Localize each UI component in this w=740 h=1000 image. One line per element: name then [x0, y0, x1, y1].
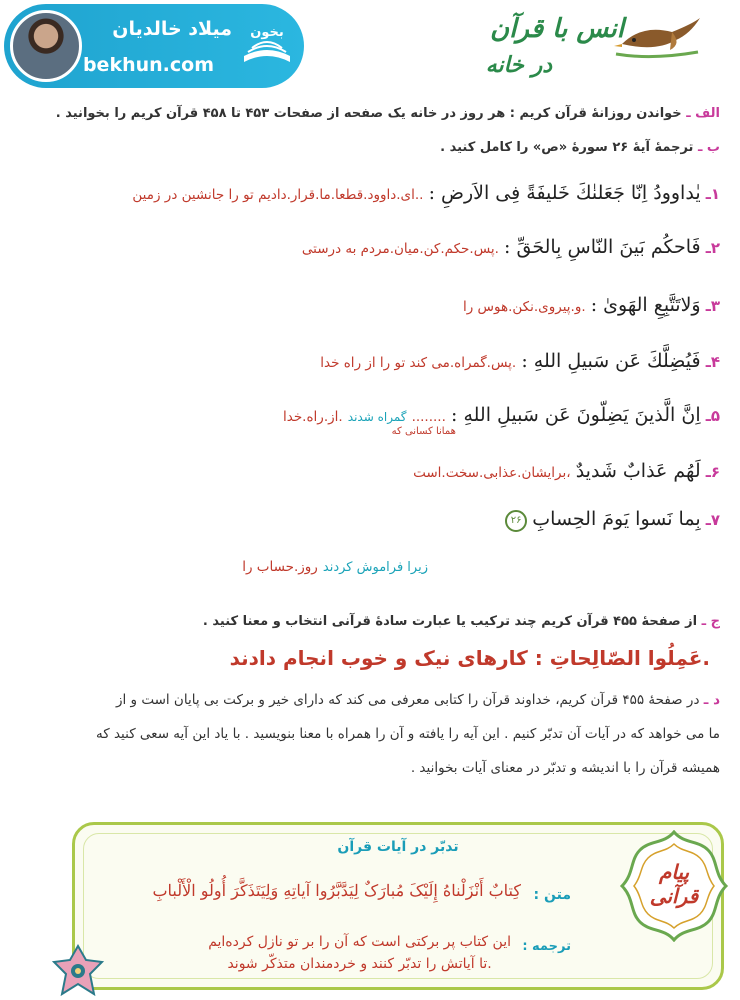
brand-logo-text: بخون: [250, 25, 284, 40]
section-d-text-1: در صفحهٔ ۴۵۵ قرآن کریم، خداوند قرآن را کتابی معرفی می کند که دارای خیر و برکت بی پایان است و از: [115, 692, 700, 708]
verse-row-5: [283, 404, 720, 437]
verse-arabic: اِنَّ الَّذینَ یَضِلّونَ عَن سَبیلِ اللهِ :: [451, 404, 701, 426]
section-be-letter: ب ـ: [697, 140, 720, 155]
verse-arabic: بِما نَسوا یَومَ الحِسابِ: [532, 508, 701, 530]
message-text: کِتابٌ أَنْزَلْناهُ إِلَیْکَ مُبارَکٌ لِیَدَّبَّرُوا آیاتِهِ وَلِیَتَذَکَّرَ أُولُو الْأَلْبابِ: [152, 881, 521, 900]
verse-row-2: [302, 236, 720, 258]
section-j-letter: ج ـ: [701, 614, 720, 629]
series-title: انس با قرآن: [490, 14, 624, 44]
verse-row-7: [505, 508, 720, 532]
section-alef-letter: الف ـ: [686, 106, 720, 121]
verse-row-1: [132, 182, 720, 204]
verse-arabic: فَیُضِلَّكَ عَن سَبیلِ اللهِ :: [521, 350, 701, 372]
verse-number: ۴ـ: [705, 353, 720, 371]
ayah-number-mark: ۲۶: [505, 510, 527, 532]
section-d-letter: د ـ: [703, 692, 720, 708]
message-translation: [208, 931, 511, 975]
brand-card[interactable]: [4, 4, 304, 88]
section-d-line-3: همیشه قرآن را با اندیشه و تدبّر در معنای آیات بخوانید .: [410, 760, 720, 776]
book-logo-icon: [240, 22, 294, 70]
verse-answer: .از.راه.خدا: [283, 409, 343, 425]
section-d-line-2: ما می خواهد که در آیات آن تدبّر کنیم . این آیه را یافته و آن را همراه با معنا بنویسید . با یاد این آیه سعی کنید که: [96, 726, 720, 742]
section-j-text: از صفحهٔ ۴۵۵ قرآن کریم چند ترکیب یا عبارت سادهٔ قرآنی انتخاب و معنا کنید .: [202, 614, 698, 629]
verse-number: ۲ـ: [705, 239, 720, 257]
verse-blank-dots: ........: [411, 409, 446, 425]
verse-row-6: [413, 460, 720, 482]
verse-number: ۵ـ: [705, 407, 720, 425]
avatar: [10, 10, 82, 82]
section-j-answer: .عَمِلُوا الصّالِحاتِ : کارهای نیک و خوب انجام دادند: [229, 646, 710, 670]
section-j: [203, 614, 720, 629]
verse-7-answer: [242, 556, 428, 575]
verse-answer: .پس.گمراه.می کند تو را از راه خدا: [320, 355, 517, 371]
verse-row-4: [320, 350, 720, 372]
verse-number: ۱ـ: [705, 185, 720, 203]
verse-answer: .پس.حکم.کن.میان.مردم به درستی: [301, 241, 499, 257]
message-translation-line-1: این کتاب پر برکتی است که آن را بر تو نازل کرده‌ایم: [208, 934, 511, 950]
page-header: [0, 0, 740, 100]
verse-arabic: لَهُم عَذابٌ شَدیدٌ: [575, 460, 701, 482]
brand-url[interactable]: bekhun.com: [82, 54, 214, 76]
verse-7-answer-red: روز.حساب را: [242, 559, 318, 575]
verse-arabic: یٰداوودُ اِنّا جَعَلنٰكَ خَلیفَةً فِی الاَرضِ :: [428, 182, 701, 204]
section-alef-text: خواندن روزانهٔ قرآن کریم : هر روز در خانه یک صفحه از صفحات ۴۵۳ تا ۴۵۸ قرآن کریم را بخوانید .: [55, 106, 682, 121]
message-translation-line-2: .تا آیاتش را تدبّر کنند و خردمندان متذکّر شوند: [227, 956, 492, 972]
verse-number: ۷ـ: [705, 511, 720, 529]
message-title: تدبّر در آیات قرآن: [337, 839, 459, 855]
message-translation-label: ترجمه :: [522, 939, 571, 954]
series-subtitle: در خانه: [485, 52, 552, 78]
verse-arabic: فَاحكُم بَینَ النّاسِ بِالحَقِّ :: [504, 236, 701, 258]
verse-answer: ..ای.داوود.قطعا.ما.قرار.دادیم تو را جانشین در زمین: [132, 187, 424, 203]
corner-ornament-icon: [52, 944, 104, 998]
verse-answer: ،برایشان.عذابی.سخت.است: [413, 465, 571, 481]
section-alef: [56, 106, 720, 121]
verse-arabic: وَلاتَتَّبِعِ الهَویٰ :: [590, 294, 701, 316]
verse-number: ۳ـ: [705, 297, 720, 315]
verse-answer-blue: گمراه شدند: [347, 410, 407, 424]
verse-answer: .و.پیروی.نکن.هوس را: [462, 299, 586, 315]
series-logo: [460, 4, 720, 94]
section-be-text: ترجمهٔ آیهٔ ۲۶ سورهٔ «ص» را کامل کنید .: [440, 140, 694, 155]
verse-7-answer-blue: زیرا فراموش کردند: [322, 560, 428, 575]
verse-row-3: [463, 294, 720, 316]
section-d-line-1: [116, 692, 720, 708]
section-be: [440, 140, 720, 155]
message-text-label: متن :: [533, 887, 571, 903]
verse-answer-note: همانا کسانی که: [391, 426, 456, 437]
message-badge-text: پیام قرآنی: [649, 860, 699, 908]
brand-name: میلاد خالدیان: [112, 18, 232, 40]
verse-number: ۶ـ: [705, 463, 720, 481]
bird-icon: [612, 14, 702, 64]
